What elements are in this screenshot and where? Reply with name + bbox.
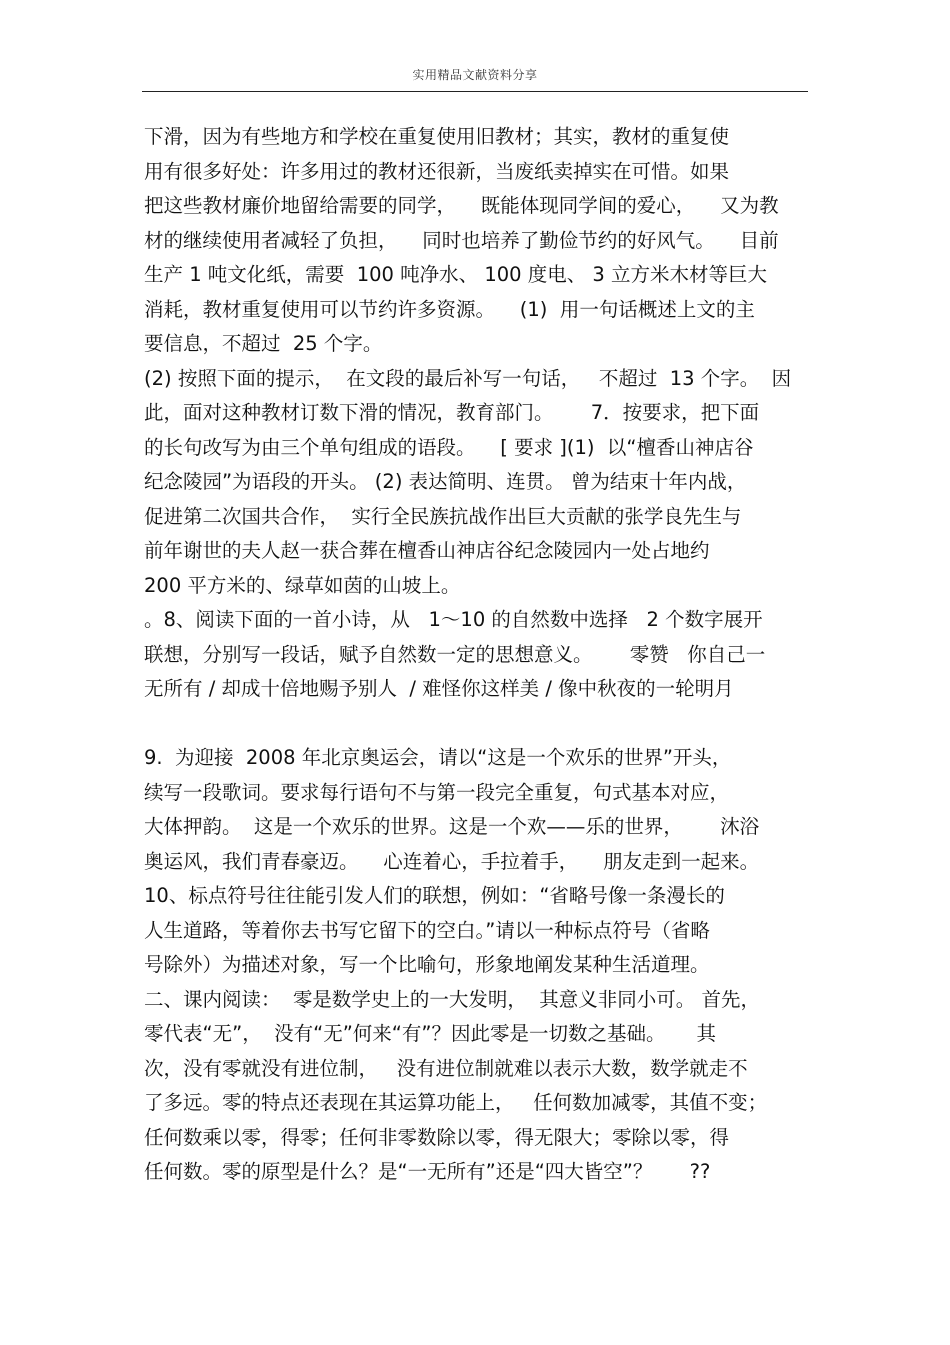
text-line: 的长句改写为由三个单句组成的语段。 [ 要求 ](1) 以“檀香山神店谷	[144, 435, 754, 459]
header-divider	[142, 91, 808, 92]
text-line: (2) 按照下面的提示， 在文段的最后补写一句话， 不超过 13 个字。 因	[144, 366, 792, 390]
text-line: 消耗，教材重复使用可以节约许多资源。 (1) 用一句话概述上文的主	[144, 297, 755, 321]
text-line: 次，没有零就没有进位制， 没有进位制就难以表示大数，数学就走不	[144, 1056, 748, 1080]
text-line: 大体押韵。 这是一个欢乐的世界。这是一个欢——乐的世界， 沐浴	[144, 815, 760, 838]
paragraph-1	[144, 120, 824, 707]
text-line: 把这些教材廉价地留给需要的同学， 既能体现同学间的爱心， 又为教	[144, 194, 779, 217]
text-line: 促进第二次国共合作， 实行全民族抗战作出巨大贡献的张学良先生与	[144, 504, 742, 528]
text-line: 10、标点符号往往能引发人们的联想，例如：“省略号像一条漫长的	[144, 884, 725, 907]
text-line: 要信息，不超过 25 个字。	[144, 332, 383, 355]
text-line: 无所有 / 却成十倍地赐予别人 / 难怪你这样美 / 像中秋夜的一轮明月	[144, 677, 734, 700]
text-line: 前年谢世的夫人赵一获合葬在檀香山神店谷纪念陵园内一处占地约	[144, 539, 710, 562]
text-line: 零代表“无”， 没有“无”何来“有”？因此零是一切数之基础。 其	[144, 1022, 717, 1045]
text-line: 奥运风，我们青春豪迈。 心连着心，手拉着手， 朋友走到一起来。	[144, 849, 760, 873]
document-body	[144, 120, 824, 1190]
text-line: 生产 1 吨文化纸，需要 100 吨净水、 100 度电、 3 立方米木材等巨大	[144, 263, 768, 286]
text-line: 联想，分别写一段话，赋予自然数一定的思想意义。 零赞 你自己一	[144, 642, 766, 666]
text-line: 下滑，因为有些地方和学校在重复使用旧教材；其实，教材的重复使	[144, 125, 730, 148]
text-line: 此，面对这种教材订数下滑的情况，教育部门。 7．按要求，把下面	[144, 401, 760, 424]
text-line: 用有很多好处：许多用过的教材还很新，当废纸卖掉实在可惜。如果	[144, 159, 730, 183]
text-line: 号除外）为描述对象，写一个比喻句，形象地阐发某种生活道理。	[144, 953, 710, 976]
paragraph-gap	[144, 707, 824, 742]
text-line: 二、课内阅读： 零是数学史上的一大发明， 其意义非同小可。 首先，	[144, 987, 760, 1011]
text-line: 续写一段歌词。要求每行语句不与第一段完全重复，句式基本对应，	[144, 780, 730, 804]
text-line: 了多远。零的特点还表现在其运算功能上， 任何数加减零，其值不变；	[144, 1091, 768, 1114]
text-line: 纪念陵园”为语段的开头。 (2) 表达简明、连贯。 曾为结束十年内战，	[144, 470, 747, 493]
text-line: 材的继续使用者减轻了负担， 同时也培养了勤俭节约的好风气。 目前	[144, 228, 779, 252]
text-line: 。8、阅读下面的一首小诗，从 1～10 的自然数中选择 2 个数字展开	[144, 608, 763, 631]
page-header: 实用精品文献资料分享	[412, 68, 538, 82]
text-line: 任何数。零的原型是什么？是“一无所有”还是“四大皆空”？ ??	[144, 1160, 711, 1183]
paragraph-2	[144, 741, 824, 1190]
text-line: 任何数乘以零，得零；任何非零数除以零，得无限大；零除以零，得	[144, 1125, 730, 1149]
text-line: 200 平方米的、绿草如茵的山坡上。	[144, 573, 461, 597]
text-line: 9. 为迎接 2008 年北京奥运会，请以“这是一个欢乐的世界”开头，	[144, 746, 732, 769]
text-line: 人生道路，等着你去书写它留下的空白。”请以一种标点符号（省略	[144, 918, 710, 942]
